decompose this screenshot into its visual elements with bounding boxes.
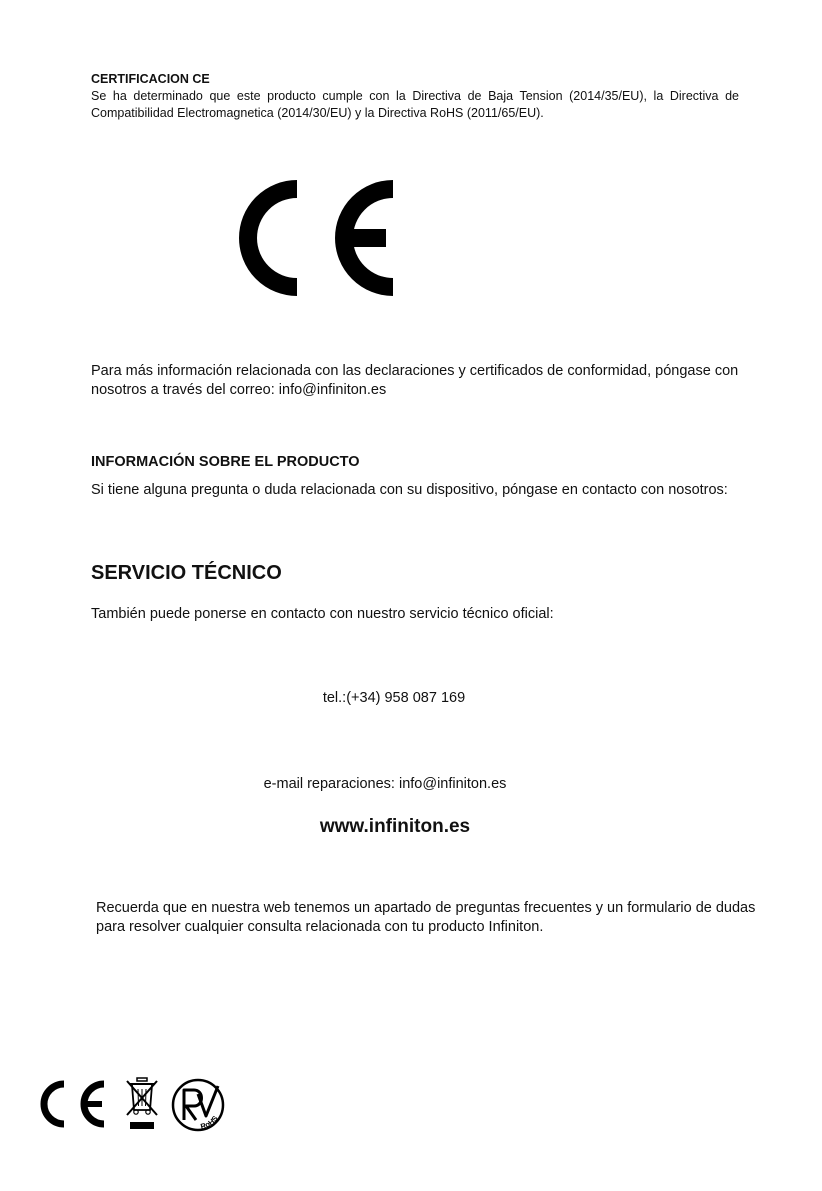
conformity-info-text: Para más información relacionada con las declaraciones y certificados de conformidad, póngase con nosotros a través del correo: info@infiniton.es <box>91 363 739 398</box>
product-info-text: Si tiene alguna pregunta o duda relacionada con su dispositivo, póngase en contacto con nosotros: <box>91 482 728 498</box>
ce-mark-icon <box>234 180 396 296</box>
service-text: También puede ponerse en contacto con nuestro servicio técnico oficial: <box>91 606 554 622</box>
phone-number: tel.:(+34) 958 087 169 <box>322 690 466 706</box>
website-url: www.infiniton.es <box>319 816 471 837</box>
ce-mark-small-icon <box>38 1080 108 1128</box>
rohs-icon <box>170 1076 226 1134</box>
product-info-heading: INFORMACIÓN SOBRE EL PRODUCTO <box>91 454 360 470</box>
service-heading: SERVICIO TÉCNICO <box>91 562 282 584</box>
certification-text: Se ha determinado que este producto cumple con la Directiva de Baja Tension (2014/35/EU), la Directiva de Compatibilidad Electromagnetica (2014/30/EU) y la Directiva RoHS (2011/65/EU). <box>91 89 739 120</box>
weee-bin-icon <box>124 1077 160 1131</box>
faq-reminder-text: Recuerda que en nuestra web tenemos un apartado de preguntas frecuentes y un formulario de dudas para resolver cualquier consulta relacionada con tu producto Infiniton. <box>96 900 756 935</box>
svg-text:RoHS <box>200 1114 220 1131</box>
certification-title: CERTIFICACION CE <box>91 72 210 86</box>
rohs-label: RoHS <box>199 1114 220 1132</box>
repair-email: e-mail reparaciones: info@infiniton.es <box>263 776 507 792</box>
